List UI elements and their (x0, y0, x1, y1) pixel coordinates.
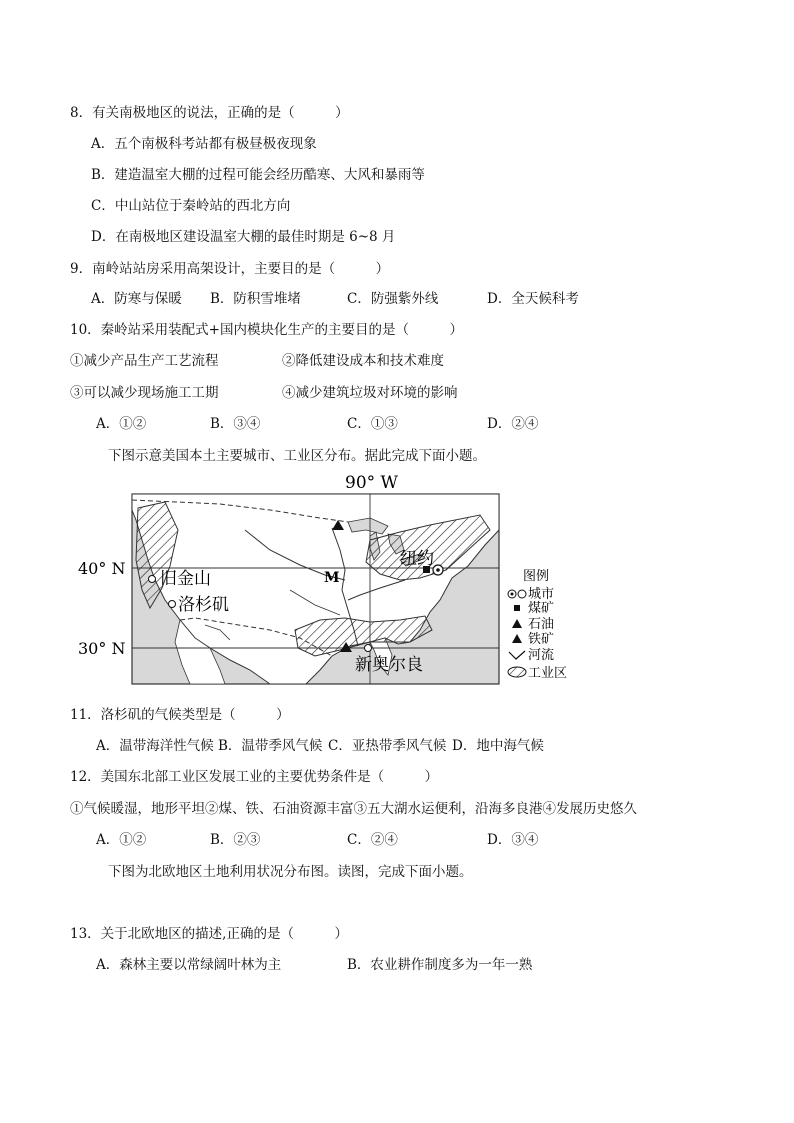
question-9-option-b: B．防积雪堆堵 (210, 291, 301, 307)
question-10-option-d: D．②④ (487, 416, 539, 432)
question-11-option-a: A．温带海洋性气候 (96, 738, 214, 754)
question-10-option-c: C．①③ (347, 416, 398, 432)
question-8-stem: 8．有关南极地区的说法，正确的是（ ） (70, 105, 349, 121)
city-label-sanfrancisco: 旧金山 (160, 569, 211, 589)
legend-iron-label: 铁矿 (528, 632, 555, 647)
question-10-statement-3: ③可以减少现场施工工期 (70, 385, 219, 401)
question-12-option-a: A．①② (96, 832, 147, 848)
neworleans-city-symbol (365, 645, 372, 652)
legend-river-label: 河流 (528, 648, 555, 663)
legend-coal-icon (514, 605, 520, 611)
legend-city-label: 城市 (528, 587, 555, 602)
lon-90w-label: 90° W (345, 473, 399, 493)
legend-oil-icon (512, 619, 522, 628)
losangeles-city-symbol (169, 601, 176, 608)
map-intro-text: 下图示意美国本土主要城市、工业区分布。据此完成下面小题。 (108, 448, 486, 464)
question-11-option-b: B．温带季风气候 (218, 738, 323, 754)
question-13-option-b: B．农业耕作制度多为一年一熟 (347, 957, 533, 973)
question-9-stem: 9．南岭站站房采用高架设计，主要目的是（ ） (70, 261, 390, 277)
question-12-option-d: D．③④ (487, 832, 539, 848)
question-9-option-a: A．防寒与保暖 (91, 291, 182, 307)
city-label-newyork: 纽约 (400, 549, 434, 569)
legend-industrial-label: 工业区 (528, 666, 568, 681)
us-map-figure (70, 470, 590, 690)
question-13-option-a: A．森林主要以常绿阔叶林为主 (96, 957, 282, 973)
question-10-statement-1: ①减少产品生产工艺流程 (70, 353, 219, 369)
question-12-statements: ①气候暖湿，地形平坦②煤、铁、石油资源丰富③五大湖水运便利，沿海多良港④发展历史悠久 (70, 801, 637, 817)
question-11-stem: 11．洛杉矶的气候类型是（ ） (70, 707, 290, 723)
question-10-stem: 10．秦岭站采用装配式+国内模块化生产的主要目的是（ ） (70, 322, 463, 338)
question-12-stem: 12．美国东北部工业区发展工业的主要优势条件是（ ） (70, 769, 439, 785)
question-8-option-d: D．在南极地区建设温室大棚的最佳时期是 6~8 月 (91, 229, 396, 245)
sanfrancisco-city-symbol (149, 576, 156, 583)
question-9-option-d: D．全天候科考 (487, 291, 579, 307)
city-label-neworleans: 新奥尔良 (355, 655, 423, 675)
legend-iron-icon (512, 634, 522, 643)
question-11-option-d: D．地中海气候 (452, 738, 544, 754)
question-8-option-b: B．建造温室大棚的过程可能会经历酷寒、大风和暴雨等 (91, 167, 425, 183)
question-10-option-a: A．①② (96, 416, 147, 432)
question-10-option-b: B．③④ (210, 416, 261, 432)
question-10-statement-2: ②降低建设成本和技术难度 (282, 353, 444, 369)
question-8-option-a: A．五个南极科考站都有极昼极夜现象 (91, 136, 317, 152)
legend-title: 图例 (523, 569, 550, 584)
question-9-option-c: C．防强紫外线 (347, 291, 439, 307)
question-8-option-c: C．中山站位于秦岭站的西北方向 (91, 198, 291, 214)
river-label-m: M (324, 570, 340, 586)
lat-40n-label: 40° N (78, 559, 126, 578)
europe-map-intro-text: 下图为北欧地区土地利用状况分布图。读图，完成下面小题。 (108, 864, 473, 880)
question-12-option-c: C．②④ (347, 832, 398, 848)
question-13-stem: 13．关于北欧地区的描述,正确的是（ ） (70, 926, 348, 942)
legend-river-icon (509, 651, 525, 659)
question-10-statement-4: ④减少建筑垃圾对环境的影响 (282, 385, 458, 401)
city-label-losangeles: 洛杉矶 (178, 595, 229, 615)
lat-30n-label: 30° N (78, 639, 126, 658)
legend-industrial-icon (508, 667, 526, 677)
question-12-option-b: B．②③ (210, 832, 261, 848)
question-11-option-c: C．亚热带季风气候 (328, 738, 447, 754)
legend-coal-label: 煤矿 (528, 601, 555, 616)
map-legend (508, 569, 567, 681)
legend-oil-label: 石油 (528, 617, 555, 632)
